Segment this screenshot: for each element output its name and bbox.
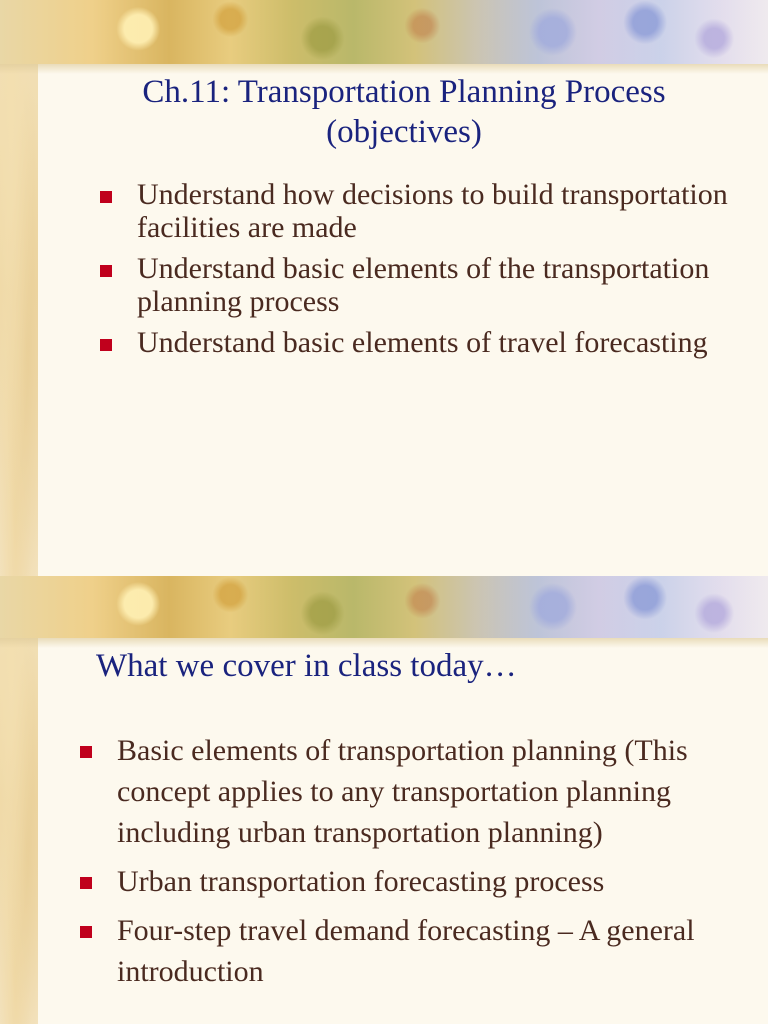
list-item-text: Understand basic elements of the transportation planning process <box>137 252 710 318</box>
title-line-2: (objectives) <box>326 114 482 150</box>
objectives-list <box>100 178 750 367</box>
bullet-square-icon <box>100 339 112 351</box>
list-item <box>100 252 750 318</box>
list-item <box>80 730 740 853</box>
bullet-square-icon <box>80 926 92 938</box>
bullet-square-icon <box>80 746 92 758</box>
parchment-margin <box>0 0 38 576</box>
title-line-1: Ch.11: Transportation Planning Process <box>142 74 666 110</box>
list-item <box>80 861 740 902</box>
decorative-header-band <box>0 576 768 638</box>
slide-title <box>60 72 748 152</box>
bullet-square-icon <box>100 191 112 203</box>
list-item <box>80 910 740 992</box>
list-item-text: Understand how decisions to build transportation facilities are made <box>137 178 728 244</box>
list-item <box>100 326 750 359</box>
topics-list <box>80 730 740 1000</box>
list-item-text: Understand basic elements of travel forecasting <box>137 326 708 359</box>
slide-class-overview <box>0 576 768 1024</box>
decorative-header-band <box>0 0 768 64</box>
list-item-text: Urban transportation forecasting process <box>117 865 605 898</box>
bullet-square-icon <box>80 877 92 889</box>
list-item-text: Four-step travel demand forecasting – A general introduction <box>117 914 695 988</box>
list-item <box>100 178 750 244</box>
list-item-text: Basic elements of transportation planning (This concept applies to any transportation planning including urban transportation planning) <box>117 734 688 849</box>
bullet-square-icon <box>100 265 112 277</box>
slide-title: What we cover in class today… <box>96 648 517 684</box>
